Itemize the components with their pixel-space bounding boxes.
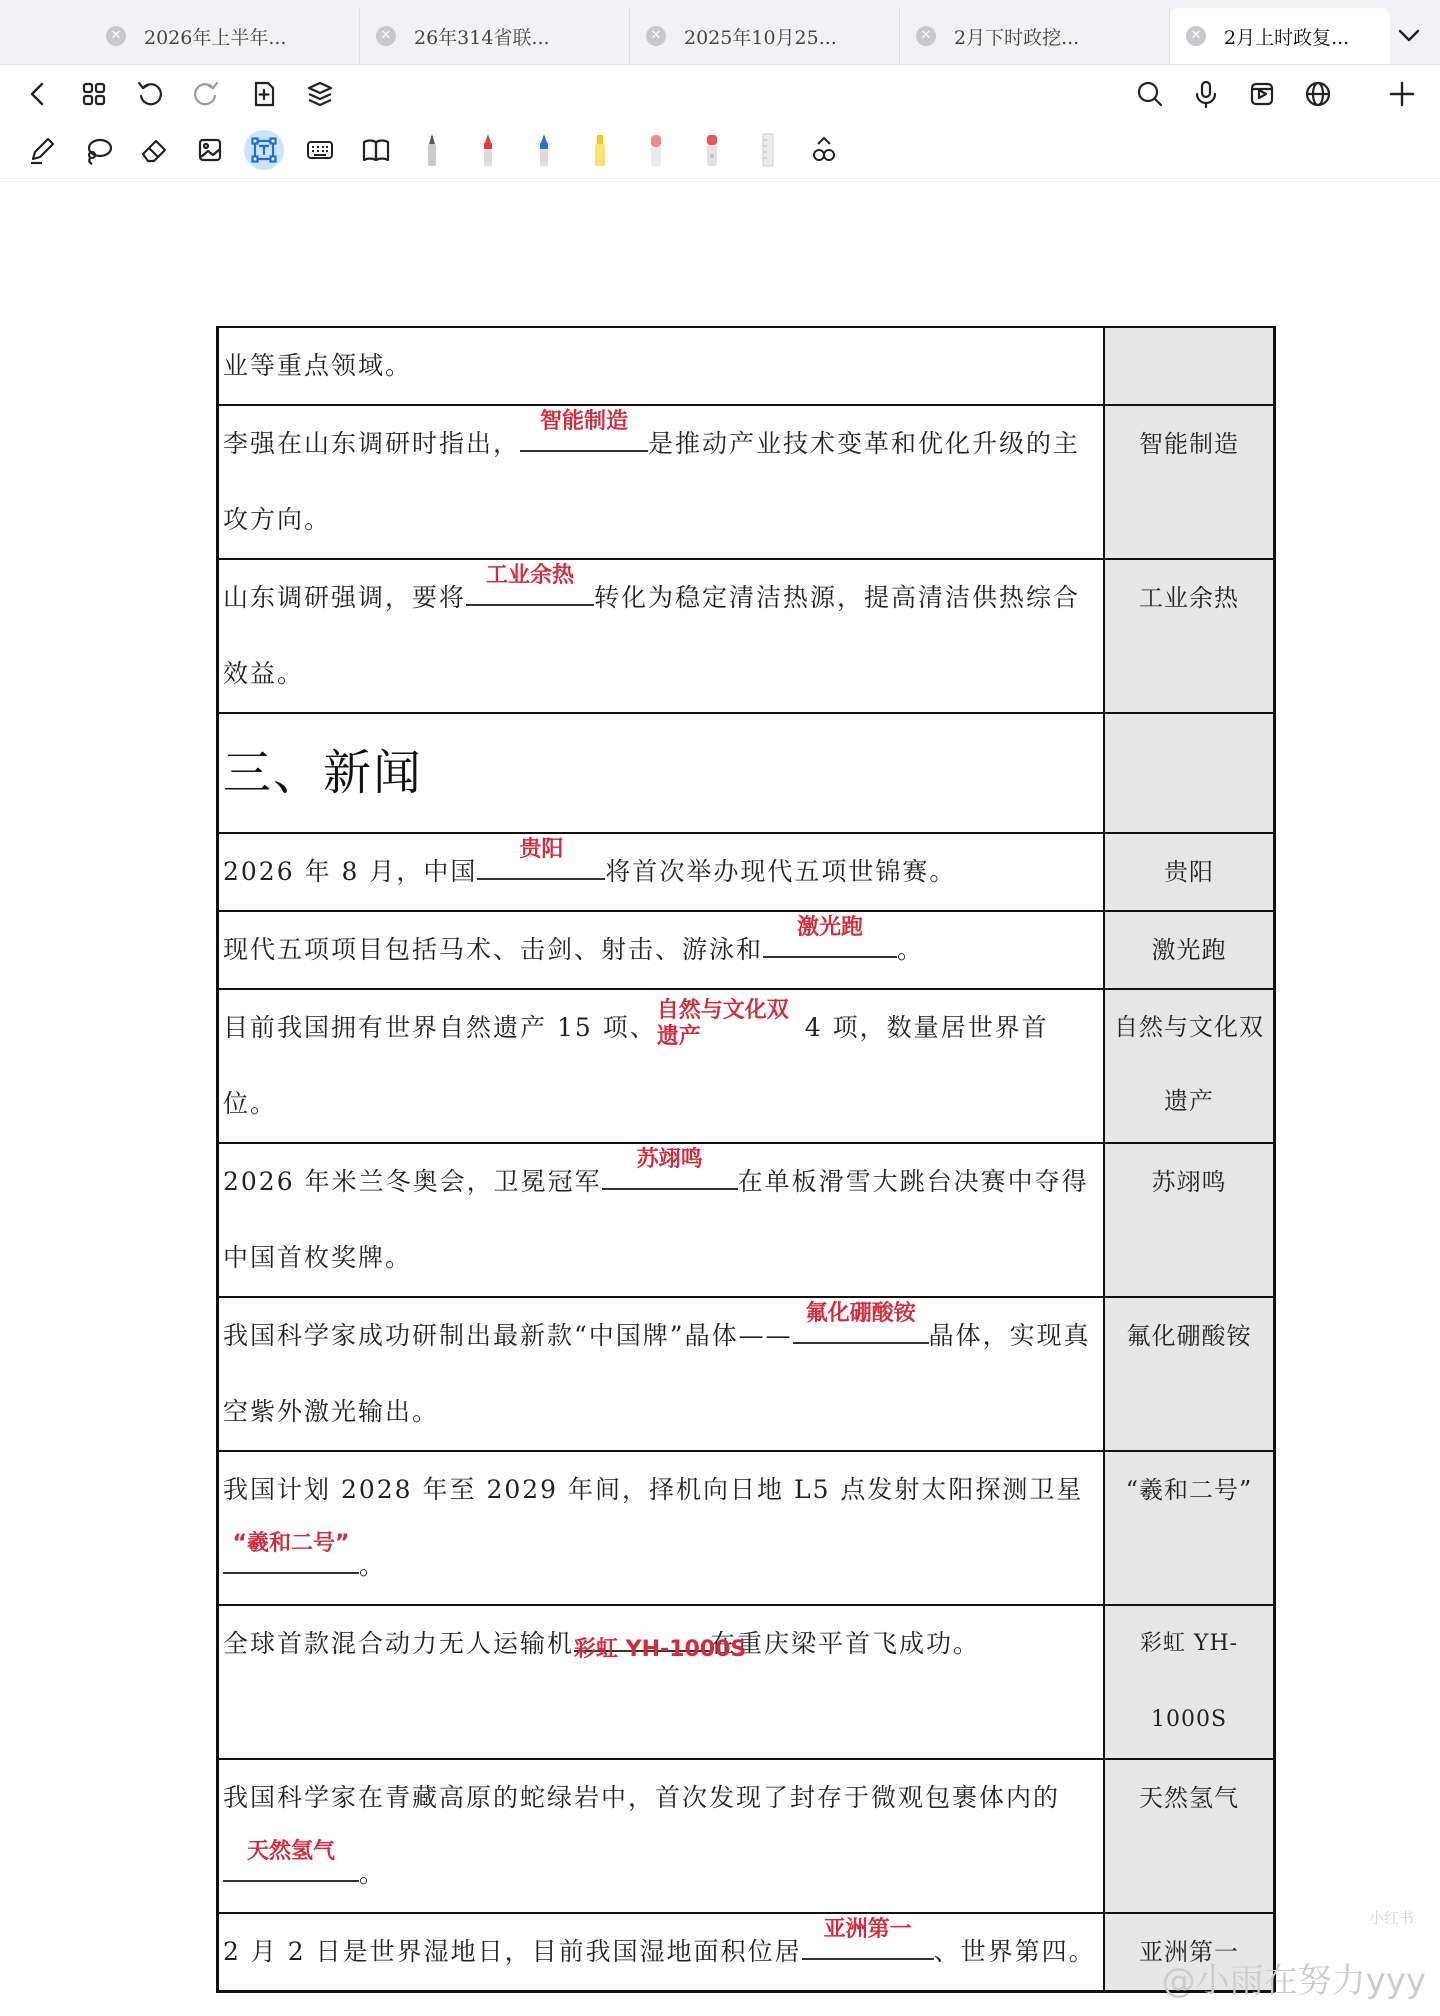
answer-cell — [1105, 990, 1273, 1142]
answer-cell — [1105, 1760, 1273, 1912]
answer-text: 工业余热 — [1139, 584, 1239, 612]
media-icon[interactable] — [1242, 74, 1282, 114]
tab-title: 2月上时政复... — [1224, 26, 1350, 49]
question-text: 、世界第四。 — [933, 1937, 1096, 1966]
question-text: 转化为稳定清洁热源，提高清洁供热综合效益。 — [223, 583, 1081, 688]
text-box-icon[interactable] — [244, 130, 284, 170]
answer-text: 苏翊鸣 — [1151, 1168, 1227, 1196]
tab-4[interactable] — [900, 8, 1170, 64]
globe-icon[interactable] — [1298, 74, 1338, 114]
question-text: 全球首款混合动力无人运输机 — [223, 1629, 575, 1658]
quiz-table — [216, 326, 1276, 1993]
answer-cell — [1105, 328, 1273, 404]
handwritten-answer: 彩虹 YH-1000S — [574, 1637, 747, 1662]
answer-blank — [793, 1301, 929, 1344]
question-text: 目前我国拥有世界自然遗产 15 项、 — [223, 1013, 657, 1042]
handwritten-answer: 贵阳 — [519, 837, 564, 862]
table-row — [219, 1452, 1273, 1606]
question-text: 业等重点领域。 — [223, 351, 413, 380]
answer-blank — [602, 1147, 738, 1190]
answer-blank — [574, 1637, 747, 1662]
handwritten-answer: 氟化硼酸铵 — [805, 1301, 916, 1326]
question-text: 。 — [359, 1859, 387, 1888]
image-icon[interactable] — [190, 130, 230, 170]
question-text: 。 — [897, 935, 925, 964]
tab-2[interactable] — [360, 8, 630, 64]
table-row — [219, 328, 1273, 406]
table-row — [219, 714, 1273, 834]
keyboard-icon[interactable] — [300, 130, 340, 170]
add-page-icon[interactable] — [244, 74, 284, 114]
handwritten-answer: 天然氢气 — [246, 1839, 335, 1864]
red-marker-icon[interactable] — [692, 130, 732, 170]
question-text: 在重庆梁平首飞成功。 — [710, 1629, 981, 1658]
section-heading: 三、新闻 — [219, 714, 1105, 832]
watermark-text: @小雨在努力yyy — [1161, 1961, 1426, 2001]
answer-blank — [802, 1917, 934, 1960]
question-text: 2026 年 8 月，中国 — [223, 857, 478, 886]
table-row — [219, 1760, 1273, 1914]
answer-cell — [1105, 1452, 1273, 1604]
question-cell — [219, 1144, 1105, 1296]
microphone-icon[interactable] — [1186, 74, 1226, 114]
answer-cell — [1105, 1298, 1273, 1450]
shapes-icon[interactable] — [804, 130, 844, 170]
answer-blank — [466, 563, 594, 606]
handwritten-answer: 激光跑 — [797, 915, 864, 940]
question-cell — [219, 1452, 1105, 1604]
question-text: 是推动产业技术变革和优化升级的主攻方向。 — [223, 429, 1081, 534]
search-icon[interactable] — [1130, 74, 1170, 114]
question-text: 我国科学家在青藏高原的蛇绿岩中，首次发现了封存于微观包裹体内的 — [223, 1783, 1061, 1812]
answer-cell — [1105, 912, 1273, 988]
answer-cell — [1105, 560, 1273, 712]
answer-blank — [223, 1531, 359, 1574]
close-tab-icon[interactable]: ✕ — [916, 26, 936, 46]
eraser-icon[interactable] — [134, 130, 174, 170]
question-cell — [219, 560, 1105, 712]
fountain-pen-icon[interactable] — [412, 130, 452, 170]
pink-highlighter-icon[interactable] — [636, 130, 676, 170]
answer-cell — [1105, 406, 1273, 558]
question-text: 。 — [359, 1551, 387, 1580]
chevron-down-icon[interactable] — [1396, 22, 1422, 48]
question-cell — [219, 912, 1105, 988]
table-row — [219, 1914, 1273, 1990]
tab-title: 2025年10月25... — [684, 26, 837, 49]
answer-blank — [520, 409, 648, 452]
answer-cell — [1105, 1606, 1273, 1758]
yellow-highlighter-icon[interactable] — [580, 130, 620, 170]
question-text: 晶体，实现真空紫外激光输出。 — [223, 1321, 1091, 1426]
answer-text: 贵阳 — [1164, 858, 1214, 886]
back-icon[interactable] — [18, 74, 58, 114]
tab-3[interactable] — [630, 8, 900, 64]
toolbar-divider — [0, 178, 1440, 179]
question-text: 在单板滑雪大跳台决赛中夺得中国首枚奖牌。 — [223, 1167, 1089, 1272]
question-text: 山东调研强调，要将 — [223, 583, 467, 612]
tab-1[interactable] — [90, 8, 360, 64]
handwritten-answer: 自然与文化双遗产 — [656, 998, 789, 1049]
handwritten-answer: “羲和二号” — [232, 1531, 350, 1556]
question-text: 李强在山东调研时指出， — [223, 429, 521, 458]
close-tab-icon[interactable]: ✕ — [646, 26, 666, 46]
table-row — [219, 1298, 1273, 1452]
answer-text: 激光跑 — [1151, 936, 1227, 964]
answer-text: 自然与文化双遗产 — [1114, 1013, 1264, 1115]
undo-icon[interactable] — [130, 74, 170, 114]
close-tab-icon[interactable]: ✕ — [1186, 26, 1206, 46]
answer-blank — [763, 915, 897, 958]
table-row — [219, 560, 1273, 714]
question-text: 我国科学家成功研制出最新款“中国牌”晶体—— — [223, 1321, 793, 1350]
table-row — [219, 1606, 1273, 1760]
answer-cell — [1105, 1144, 1273, 1296]
book-icon[interactable] — [356, 130, 396, 170]
question-text: 2026 年米兰冬奥会，卫冕冠军 — [223, 1167, 602, 1196]
answer-text: 天然氢气 — [1139, 1784, 1239, 1812]
question-cell — [219, 1606, 1105, 1758]
table-row — [219, 834, 1273, 912]
layers-icon[interactable] — [300, 74, 340, 114]
ruler-icon[interactable] — [748, 130, 788, 170]
answer-cell — [1105, 834, 1273, 910]
question-cell — [219, 834, 1105, 910]
red-pen-icon[interactable] — [468, 130, 508, 170]
question-text: 现代五项项目包括马术、击剑、射击、游泳和 — [223, 935, 764, 964]
handwritten-answer: 亚洲第一 — [823, 1917, 912, 1942]
question-cell — [219, 990, 1105, 1142]
close-tab-icon[interactable]: ✕ — [376, 26, 396, 46]
redo-icon[interactable] — [186, 74, 226, 114]
grid-icon[interactable] — [74, 74, 114, 114]
tab-title: 2026年上半年... — [144, 26, 287, 49]
tab-title: 26年314省联... — [414, 26, 550, 49]
tab-bar — [0, 0, 1440, 65]
question-text: 我国计划 2028 年至 2029 年间，择机向日地 L5 点发射太阳探测卫星 — [223, 1475, 1084, 1504]
answer-text: 彩虹 YH-1000S — [1139, 1631, 1239, 1732]
tab-title: 2月下时政挖... — [954, 26, 1080, 49]
table-row — [219, 1144, 1273, 1298]
answer-blank — [477, 837, 605, 880]
close-tab-icon[interactable]: ✕ — [106, 26, 126, 46]
answer-blank — [223, 1839, 359, 1882]
blue-pen-icon[interactable] — [524, 130, 564, 170]
question-cell — [219, 1298, 1105, 1450]
handwritten-answer: 智能制造 — [540, 409, 629, 434]
answer-text: 智能制造 — [1139, 430, 1239, 458]
handwritten-answer: 工业余热 — [486, 563, 575, 588]
question-cell — [219, 328, 1105, 404]
question-cell — [219, 1914, 1105, 1990]
tab-5-active[interactable] — [1170, 8, 1390, 64]
table-row — [219, 406, 1273, 560]
lasso-icon[interactable] — [78, 130, 118, 170]
answer-text: “羲和二号” — [1125, 1476, 1253, 1504]
question-text: 4 项，数量居世界首位。 — [223, 1013, 1049, 1118]
answer-cell — [1105, 714, 1273, 832]
table-row — [219, 912, 1273, 990]
question-cell — [219, 406, 1105, 558]
question-text: 2 月 2 日是世界湿地日，目前我国湿地面积位居 — [223, 1937, 802, 1966]
watermark-logo: 小红书 — [1368, 1909, 1414, 1927]
question-cell — [219, 1760, 1105, 1912]
pen-icon[interactable] — [22, 130, 62, 170]
handwritten-answer: 苏翊鸣 — [636, 1147, 703, 1172]
plus-icon[interactable] — [1382, 74, 1422, 114]
answer-text: 氟化硼酸铵 — [1126, 1322, 1252, 1350]
table-row — [219, 990, 1273, 1144]
question-text: 将首次举办现代五项世锦赛。 — [605, 857, 957, 886]
answer-text: 亚洲第一 — [1139, 1938, 1239, 1966]
